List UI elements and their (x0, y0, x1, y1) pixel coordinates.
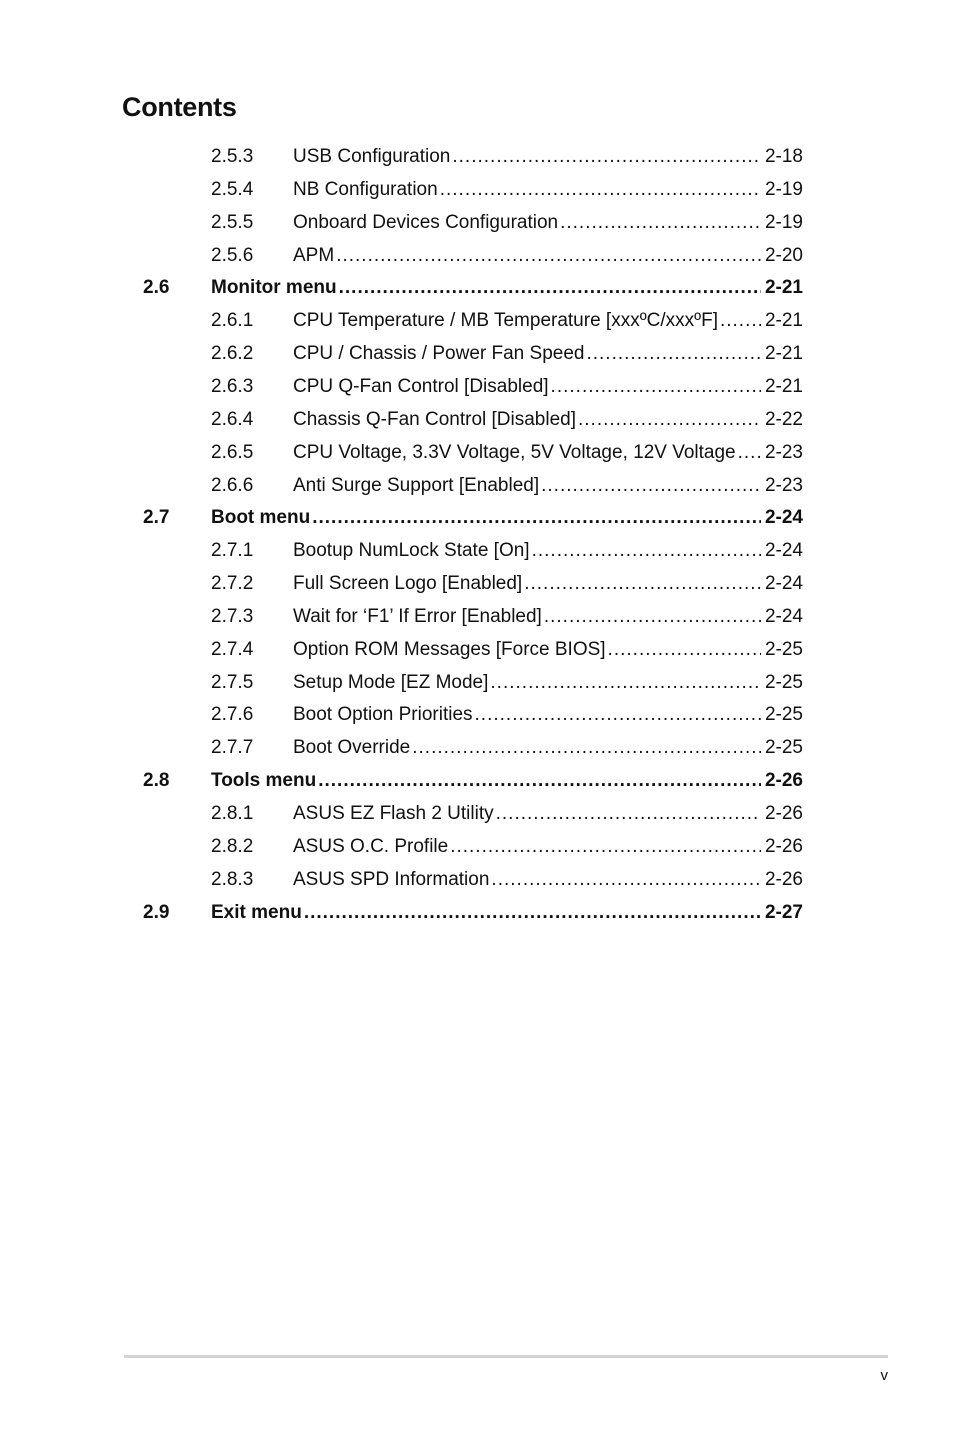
toc-entry-title: NB Configuration (293, 178, 438, 200)
toc-entry-title: Full Screen Logo [Enabled] (293, 573, 523, 595)
toc-subsection-entry[interactable] (0, 797, 954, 830)
toc-entry-line (293, 304, 803, 337)
toc-entry-number: 2.6.5 (211, 441, 254, 463)
toc-entry-line (211, 271, 803, 304)
toc-entry-title: APM (293, 244, 335, 266)
dot-leader (524, 567, 761, 600)
toc-entry-number: 2.6.1 (211, 310, 254, 332)
toc-subsection-entry[interactable] (0, 173, 954, 206)
toc-entry-title: Tools menu (211, 770, 317, 792)
dot-leader (532, 534, 761, 567)
toc-entry-number: 2.5.5 (211, 211, 254, 233)
toc-subsection-entry[interactable] (0, 534, 954, 567)
toc-entry-page: 2-26 (764, 803, 803, 824)
toc-entry-title: Bootup NumLock State [On] (293, 540, 530, 562)
toc-subsection-entry[interactable] (0, 304, 954, 337)
toc-entry-number: 2.8.1 (211, 803, 254, 824)
toc-entry-number: 2.8 (143, 770, 170, 792)
toc-entry-page: 2-19 (764, 178, 803, 200)
toc-entry-line (293, 337, 803, 370)
toc-section-entry[interactable] (0, 271, 954, 304)
dot-leader (312, 501, 761, 534)
toc-entry-page: 2-25 (764, 671, 803, 693)
toc-entry-page: 2-24 (764, 540, 803, 562)
dot-leader (304, 896, 761, 929)
toc-entry-line (293, 140, 803, 173)
toc-entry-title: Wait for ‘F1’ If Error [Enabled] (293, 605, 542, 627)
dot-leader (578, 403, 761, 436)
toc-entry-title: CPU Temperature / MB Temperature [xxxºC/xxxºF] (293, 310, 718, 332)
toc-entry-title: Boot Option Priorities (293, 704, 473, 726)
dot-leader (452, 140, 761, 173)
toc-entry-line (293, 666, 803, 699)
toc-entry-page: 2-22 (764, 408, 803, 430)
dot-leader (336, 239, 761, 272)
toc-entry-number: 2.7.5 (211, 671, 254, 693)
dot-leader (586, 337, 761, 370)
toc-entry-title: Anti Surge Support [Enabled] (293, 474, 540, 496)
toc-entry-page: 2-18 (764, 146, 803, 167)
dot-leader (475, 698, 761, 731)
toc-entry-number: 2.7.7 (211, 737, 254, 759)
toc-entry-line (211, 764, 803, 797)
toc-entry-line (293, 600, 803, 633)
toc-subsection-entry[interactable] (0, 436, 954, 469)
toc-entry-number: 2.9 (143, 901, 170, 923)
toc-subsection-entry[interactable] (0, 140, 954, 173)
toc-entry-page: 2-24 (764, 605, 803, 627)
toc-subsection-entry[interactable] (0, 567, 954, 600)
toc-entry-line (293, 206, 803, 239)
toc-entry-title: Option ROM Messages [Force BIOS] (293, 638, 606, 660)
toc-subsection-entry[interactable] (0, 830, 954, 863)
dot-leader (450, 830, 761, 863)
toc-subsection-entry[interactable] (0, 666, 954, 699)
toc-subsection-entry[interactable] (0, 731, 954, 764)
toc-entry-line (293, 863, 803, 896)
toc-entry-page: 2-21 (764, 343, 803, 365)
toc-entry-title: Onboard Devices Configuration (293, 211, 559, 233)
toc-entry-page: 2-23 (764, 441, 803, 463)
toc-entry-number: 2.5.3 (211, 146, 254, 167)
toc-entry-number: 2.7.1 (211, 540, 254, 562)
toc-entry-title: USB Configuration (293, 146, 451, 167)
toc-entry-line (293, 239, 803, 272)
toc-entry-title: Exit menu (211, 901, 302, 923)
toc-entry-page: 2-25 (764, 638, 803, 660)
toc-subsection-entry[interactable] (0, 206, 954, 239)
toc-entry-number: 2.5.4 (211, 178, 254, 200)
toc-entry-line (293, 567, 803, 600)
toc-subsection-entry[interactable] (0, 698, 954, 731)
toc-entry-line (293, 830, 803, 863)
toc-entry-page: 2-24 (764, 507, 803, 529)
page-title: Contents (122, 92, 237, 122)
toc-entry-page: 2-24 (764, 573, 803, 595)
dot-leader (412, 731, 761, 764)
toc-entry-number: 2.7 (143, 507, 170, 529)
dot-leader (318, 764, 761, 797)
toc-entry-number: 2.7.4 (211, 638, 254, 660)
toc-section-entry[interactable] (0, 501, 954, 534)
dot-leader (560, 206, 761, 239)
toc-entry-line (293, 436, 803, 469)
toc-section-entry[interactable] (0, 896, 954, 929)
dot-leader (440, 173, 761, 206)
toc-entry-line (211, 501, 803, 534)
toc-subsection-entry[interactable] (0, 370, 954, 403)
toc-entry-number: 2.6.4 (211, 408, 254, 430)
toc-entry-title: CPU Q-Fan Control [Disabled] (293, 375, 549, 397)
toc-entry-page: 2-25 (764, 737, 803, 759)
toc-entry-number: 2.5.6 (211, 244, 254, 266)
toc-entry-line (293, 469, 803, 502)
toc-entry-number: 2.6.6 (211, 474, 254, 496)
toc-subsection-entry[interactable] (0, 469, 954, 502)
toc-entry-line (211, 896, 803, 929)
toc-entry-line (293, 797, 803, 830)
toc-entry-line (293, 633, 803, 666)
toc-entry-page: 2-25 (764, 704, 803, 726)
footer-divider (124, 1355, 888, 1358)
toc-entry-line (293, 698, 803, 731)
dot-leader (738, 436, 761, 469)
dot-leader (608, 633, 761, 666)
toc-subsection-entry[interactable] (0, 600, 954, 633)
dot-leader (490, 666, 761, 699)
dot-leader (544, 600, 761, 633)
toc-entry-line (293, 370, 803, 403)
toc-subsection-entry[interactable] (0, 337, 954, 370)
toc-entry-line (293, 403, 803, 436)
toc-entry-page: 2-21 (764, 310, 803, 332)
toc-entry-number: 2.7.3 (211, 605, 254, 627)
toc-entry-line (293, 173, 803, 206)
toc-section-entry[interactable] (0, 764, 954, 797)
toc-subsection-entry[interactable] (0, 403, 954, 436)
toc-entry-page: 2-19 (764, 211, 803, 233)
toc-entry-number: 2.6 (143, 277, 170, 299)
toc-entry-page: 2-27 (764, 901, 803, 923)
toc-subsection-entry[interactable] (0, 239, 954, 272)
toc-entry-title: ASUS SPD Information (293, 868, 490, 890)
toc-entry-page: 2-20 (764, 244, 803, 266)
toc-entry-number: 2.7.2 (211, 573, 254, 595)
toc-entry-title: Monitor menu (211, 277, 337, 299)
toc-entry-page: 2-26 (764, 770, 803, 792)
toc-subsection-entry[interactable] (0, 633, 954, 666)
toc-entry-title: Chassis Q-Fan Control [Disabled] (293, 408, 576, 430)
toc-subsection-entry[interactable] (0, 863, 954, 896)
toc-entry-number: 2.7.6 (211, 704, 254, 726)
toc-entry-page: 2-26 (764, 835, 803, 857)
dot-leader (339, 271, 761, 304)
toc-entry-number: 2.8.2 (211, 835, 254, 857)
toc-entry-line (293, 534, 803, 567)
toc-entry-page: 2-21 (764, 375, 803, 397)
toc-entry-title: Boot menu (211, 507, 311, 529)
toc-entry-number: 2.6.2 (211, 343, 254, 365)
toc-entry-page: 2-26 (764, 868, 803, 890)
toc-entry-title: ASUS EZ Flash 2 Utility (293, 803, 494, 824)
dot-leader (491, 863, 761, 896)
page-number: v (880, 1367, 888, 1384)
dot-leader (551, 370, 761, 403)
toc-entry-number: 2.8.3 (211, 868, 254, 890)
toc-entry-title: CPU / Chassis / Power Fan Speed (293, 343, 585, 365)
toc-entry-title: ASUS O.C. Profile (293, 835, 449, 857)
dot-leader (541, 469, 761, 502)
toc-entry-title: Setup Mode [EZ Mode] (293, 671, 489, 693)
toc-entry-number: 2.6.3 (211, 375, 254, 397)
dot-leader (720, 304, 761, 337)
toc-entry-page: 2-23 (764, 474, 803, 496)
dot-leader (496, 797, 761, 830)
toc-entry-line (293, 731, 803, 764)
toc-entry-title: Boot Override (293, 737, 411, 759)
toc-entry-page: 2-21 (764, 277, 803, 299)
toc-entry-title: CPU Voltage, 3.3V Voltage, 5V Voltage, 12V Voltage (293, 441, 736, 463)
